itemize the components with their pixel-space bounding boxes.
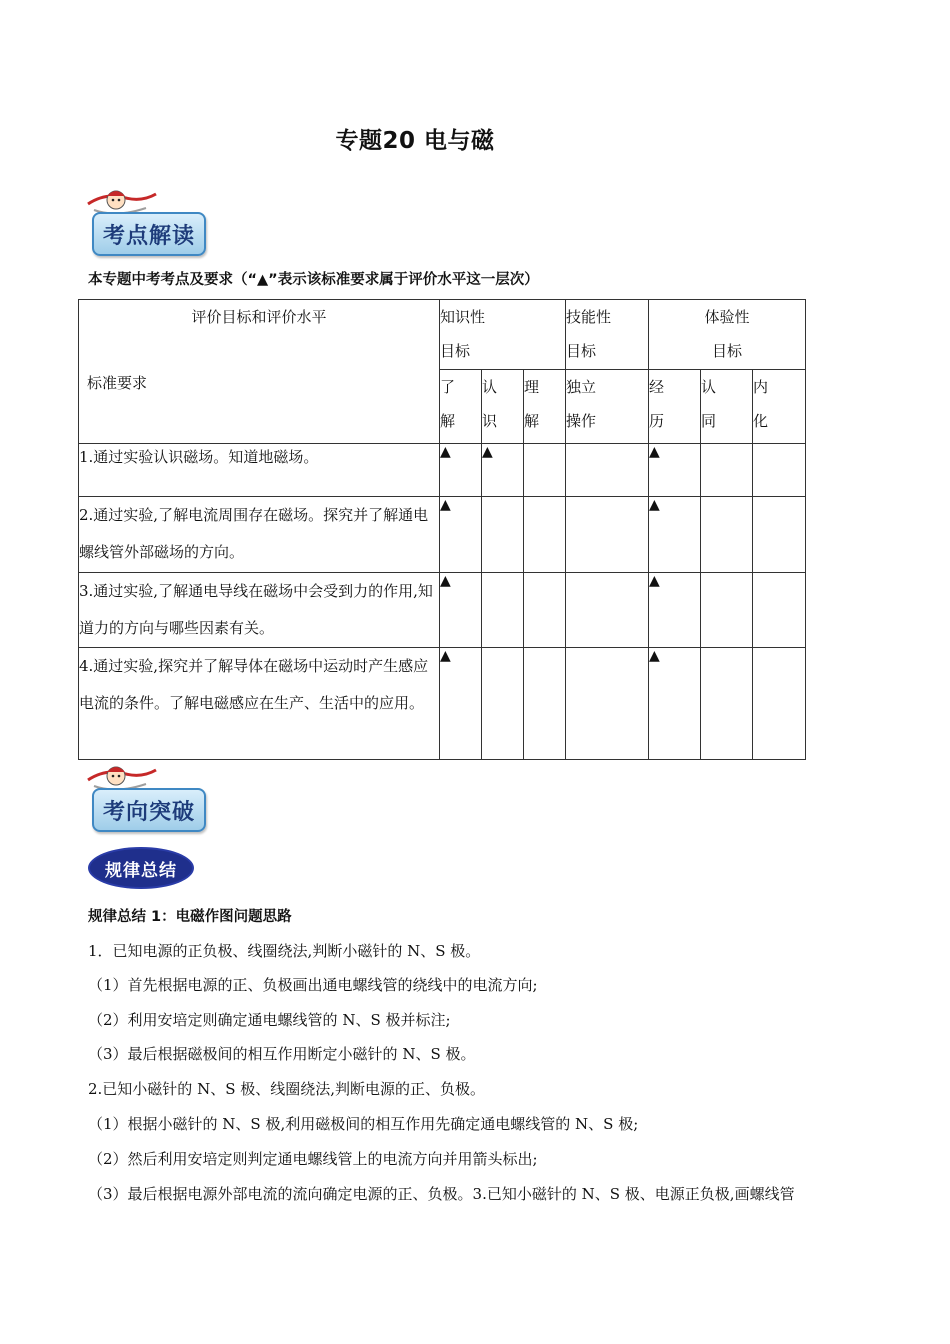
- sub-duli: 独立 操作: [566, 370, 649, 444]
- kaodian-badge: [86, 184, 206, 256]
- rule-heading: 规律总结 1：电磁作图问题思路: [88, 909, 292, 925]
- knowledge-group: [440, 300, 566, 370]
- mark-jingli: ▲: [649, 573, 701, 648]
- sub-lijie: 理 解: [524, 370, 566, 444]
- mark-liaojie: ▲: [440, 497, 482, 573]
- row-text: 2.通过实验,了解电流周围存在磁场。探究并了解通电螺线管外部磁场的方向。: [79, 497, 440, 573]
- mark-jingli: ▲: [649, 444, 701, 497]
- mark-jingli: ▲: [649, 648, 701, 760]
- sub-jingli: 经 历: [649, 370, 701, 444]
- header-eval: 评价目标和评价水平: [191, 308, 327, 326]
- mark-liaojie: ▲: [440, 573, 482, 648]
- knowledge-line2: 目标: [440, 342, 471, 360]
- row-text: 3.通过实验,了解通电导线在磁场中会受到力的作用,知道力的方向与哪些因素有关。: [79, 573, 440, 648]
- rule-line: （2）然后利用安培定则判定通电螺线管上的电流方向并用箭头标出;: [88, 1150, 538, 1168]
- table-row: [79, 573, 806, 648]
- experience-line1: 体验性: [704, 308, 750, 326]
- sub-renshi: 认 识: [482, 370, 524, 444]
- rule-line: 2.已知小磁针的 N、S 极、线圈绕法,判断电源的正、负极。: [88, 1080, 486, 1098]
- row-text: 4.通过实验,探究并了解导体在磁场中运动时产生感应电流的条件。了解电磁感应在生产、生活中的应用。: [79, 648, 440, 760]
- page-title: 专题20 电与磁: [335, 128, 495, 154]
- skill-line1: 技能性: [566, 308, 612, 326]
- kaoxiang-badge: [86, 760, 206, 832]
- mark-liaojie: ▲: [440, 648, 482, 760]
- header-eval-cell: [79, 300, 440, 444]
- table-row: [79, 444, 806, 497]
- sub-liaojie: 了 解: [440, 370, 482, 444]
- table-row: [79, 648, 806, 760]
- mark-renshi: ▲: [482, 444, 524, 497]
- rule-line: （1）首先根据电源的正、负极画出通电螺线管的绕线中的电流方向;: [88, 976, 538, 994]
- knowledge-line1: 知识性: [440, 308, 486, 326]
- row-text: 1.通过实验认识磁场。知道地磁场。: [79, 444, 440, 497]
- guilv-badge: 规律总结: [88, 847, 194, 889]
- rule-line: （3）最后根据电源外部电流的流向确定电源的正、负极。3.已知小磁针的 N、S 极、电源正负极,画螺线管: [88, 1185, 795, 1203]
- skill-line2: 目标: [566, 342, 597, 360]
- rule-line: （1）根据小磁针的 N、S 极,利用磁极间的相互作用先确定通电螺线管的 N、S 极;: [88, 1115, 639, 1133]
- kaodian-badge-label: 考点解读: [92, 212, 206, 256]
- sub-rentong: 认 同: [701, 370, 753, 444]
- mark-liaojie: ▲: [440, 444, 482, 497]
- experience-group: [649, 300, 806, 370]
- requirement-note: 本专题中考考点及要求（“▲”表示该标准要求属于评价水平这一层次）: [88, 272, 539, 288]
- rule-line: （2）利用安培定则确定通电螺线管的 N、S 极并标注;: [88, 1011, 451, 1029]
- rule-line: 1．已知电源的正负极、线圈绕法,判断小磁针的 N、S 极。: [88, 942, 481, 960]
- experience-line2: 目标: [712, 342, 743, 360]
- standards-table: [78, 299, 806, 760]
- kaoxiang-badge-label: 考向突破: [92, 788, 206, 832]
- table-row: [79, 497, 806, 573]
- mark-jingli: ▲: [649, 497, 701, 573]
- skill-group: [566, 300, 649, 370]
- sub-neihua: 内 化: [753, 370, 806, 444]
- header-std: 标准要求: [87, 374, 148, 392]
- rule-line: （3）最后根据磁极间的相互作用断定小磁针的 N、S 极。: [88, 1045, 476, 1063]
